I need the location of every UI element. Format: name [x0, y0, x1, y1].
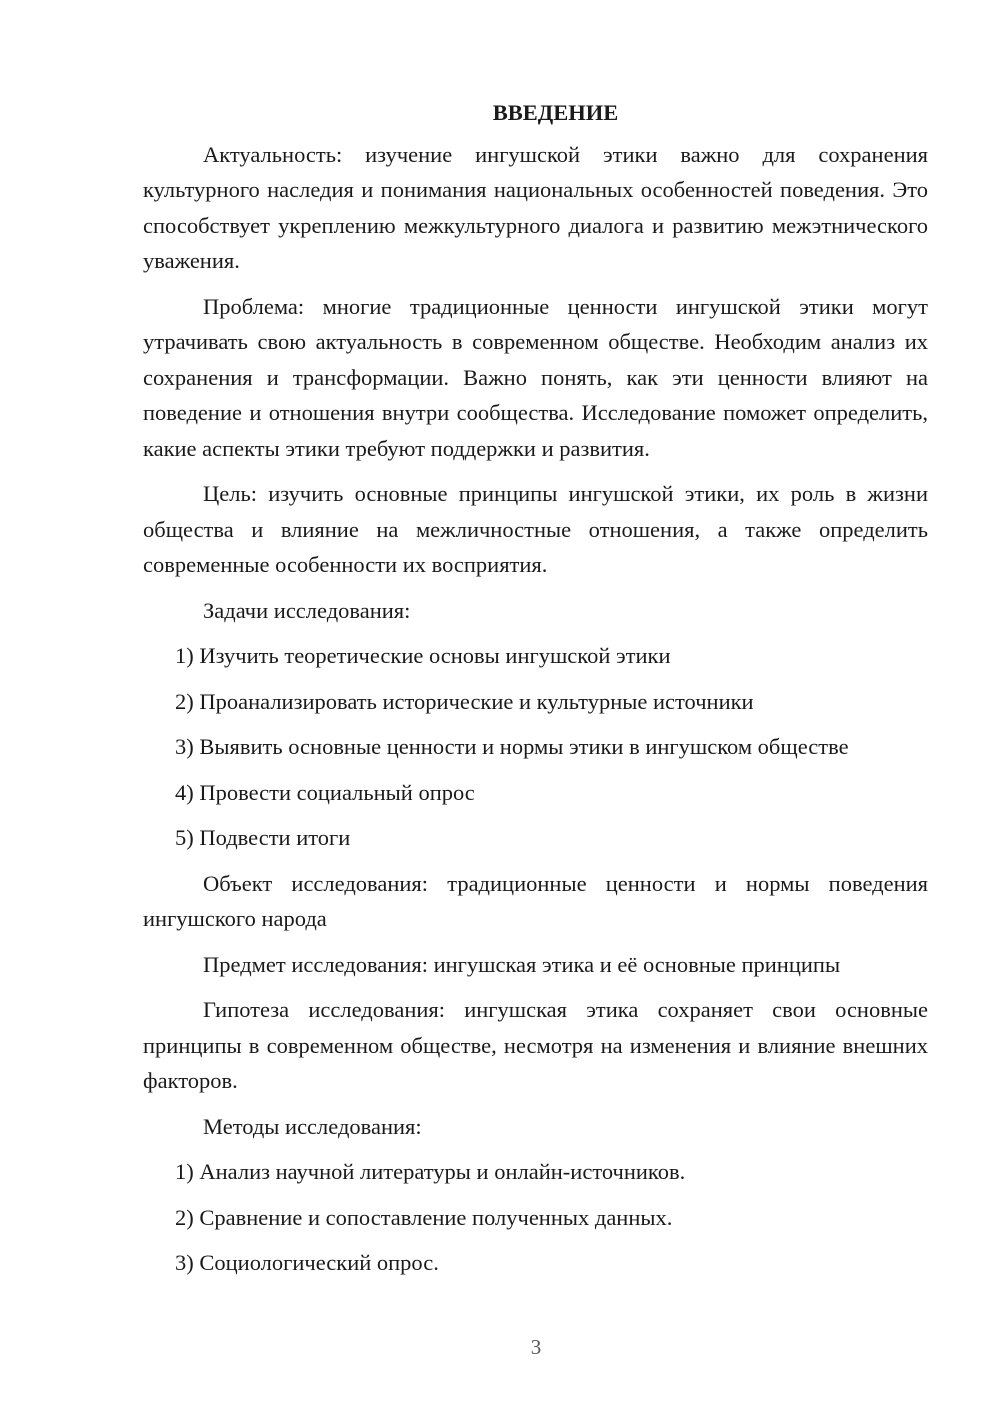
problem-paragraph: Проблема: многие традиционные ценности ингушской этики могут утрачивать свою актуальность в современном обществе. Необходим анализ их сохранения и трансформации. Важно понять, как эти ценности влияют на поведение и отношения внутри сообщества. Исследование поможет определить, какие аспекты этики требуют поддержки и развития. [143, 293, 928, 461]
list-item: 4) Провести социальный опрос [175, 779, 475, 805]
subject-paragraph: Предмет исследования: ингушская этика и её основные принципы [203, 951, 841, 977]
goal-paragraph: Цель: изучить основные принципы ингушской этики, их роль в жизни общества и влияние на межличностные отношения, а также определить современные особенности их восприятия. [143, 481, 928, 577]
page-content [143, 95, 928, 1291]
list-item: 2) Проанализировать исторические и культурные источники [175, 688, 754, 714]
page-title: ВВЕДЕНИЕ [492, 100, 619, 125]
list-item: 5) Подвести итоги [175, 825, 351, 850]
list-item: 3) Социологический опрос. [175, 1250, 439, 1275]
list-item: 1) Анализ научной литературы и онлайн-источников. [175, 1159, 686, 1184]
methods-label: Методы исследования: [203, 1113, 422, 1139]
tasks-label: Задачи исследования: [203, 597, 411, 623]
list-item: 1) Изучить теоретические основы ингушской этики [175, 643, 671, 668]
list-item: 2) Сравнение и сопоставление полученных данных. [175, 1204, 673, 1230]
object-paragraph: Объект исследования: традиционные ценности и нормы поведения ингушского народа [143, 870, 928, 931]
page-number: 3 [530, 1335, 542, 1359]
list-item: 3) Выявить основные ценности и нормы этики в ингушском обществе [175, 734, 849, 759]
relevance-paragraph: Актуальность: изучение ингушской этики важно для сохранения культурного наследия и понимания национальных особенностей поведения. Это способствует укреплению межкультурного диалога и развитию межэтнического уважения. [143, 141, 928, 273]
methods-list [143, 1154, 928, 1281]
hypothesis-paragraph: Гипотеза исследования: ингушская этика сохраняет свои основные принципы в современном обществе, несмотря на изменения и влияние внешних факторов. [143, 997, 928, 1093]
tasks-list [143, 638, 928, 856]
